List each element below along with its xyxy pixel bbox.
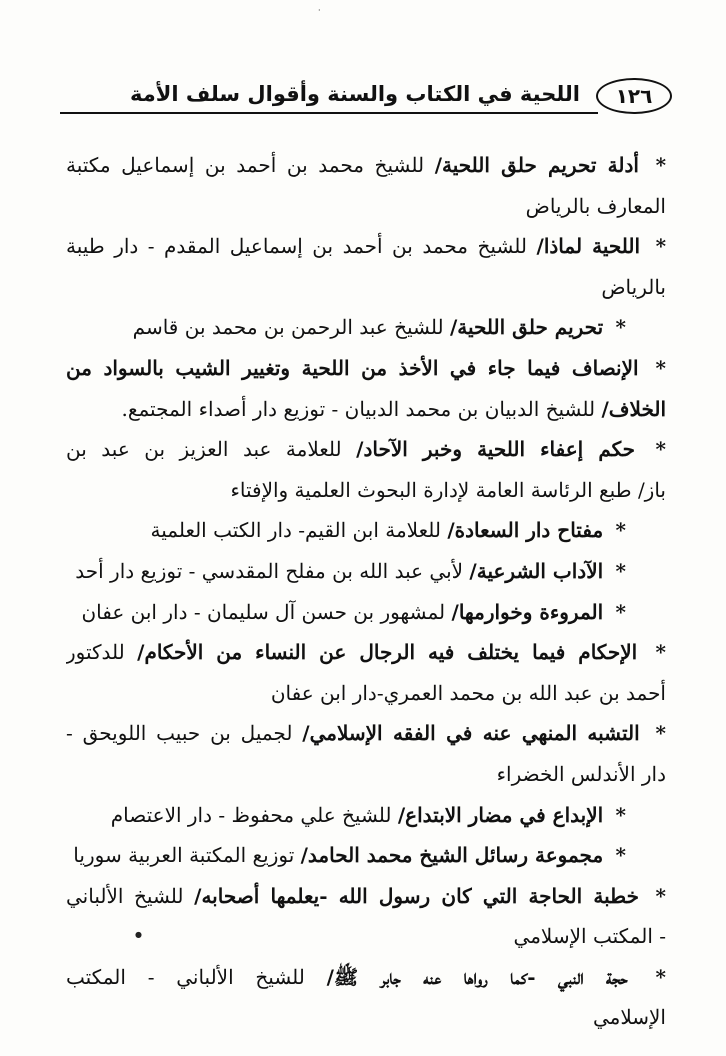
list-item-continuation <box>66 916 666 957</box>
book-title: مجموعة رسائل الشيخ محمد الحامد/ <box>300 843 604 868</box>
bullet-marker: * <box>615 315 626 340</box>
book-details: لأبي عبد الله بن مفلح المقدسي - توزيع دار أحد <box>75 558 464 583</box>
stray-dot-mark: · <box>318 6 321 15</box>
list-item-continuation <box>66 673 666 714</box>
list-item <box>66 592 666 633</box>
list-item-continuation <box>66 754 666 795</box>
bullet-marker: * <box>615 558 626 583</box>
list-item <box>66 551 666 592</box>
book-title: أدلة تحريم حلق اللحية/ <box>434 153 639 177</box>
book-title: خطبة الحاجة التي كان رسول الله -يعلمها أصحابه/ <box>194 883 639 908</box>
bullet-marker: * <box>655 153 666 177</box>
book-details: للشيخ محمد بن أحمد بن إسماعيل مكتبة <box>66 153 425 177</box>
book-details: توزيع المكتبة العربية سوريا <box>73 843 295 868</box>
book-title: تحريم حلق اللحية/ <box>449 315 604 340</box>
page-number-text: ١٢٦ <box>615 84 653 108</box>
book-details-continued: أحمد بن عبد الله بن محمد العمري-دار ابن عفان <box>270 680 666 705</box>
bullet-marker: * <box>655 640 666 665</box>
bullet-marker: * <box>655 721 666 746</box>
book-title: الإنصاف فيما جاء في الأخذ من اللحية وتغيير الشيب بالسواد من <box>66 355 639 380</box>
book-title: حجة النبي -كما رواها عنه جابر ﷺ/ <box>326 964 628 989</box>
page-number <box>596 78 672 114</box>
book-title: حكم إعفاء اللحية وخبر الآحاد/ <box>356 437 636 462</box>
book-details: للشيخ محمد بن أحمد بن إسماعيل المقدم - دار طيبة <box>66 234 528 259</box>
book-details-continued: بالرياض <box>601 274 666 299</box>
list-item-continuation <box>66 389 666 430</box>
list-item <box>66 713 666 754</box>
book-details-continued: المعارف بالرياض <box>525 193 666 218</box>
bullet-marker: * <box>655 964 666 989</box>
book-details: لجميل بن حبيب اللويحق - <box>66 721 293 746</box>
list-item <box>66 510 666 551</box>
book-details-continued: دار الأندلس الخضراء <box>496 761 666 786</box>
list-item <box>66 226 666 267</box>
bullet-marker: * <box>655 234 666 259</box>
list-item <box>66 145 666 186</box>
bibliography-list <box>66 145 666 1038</box>
bullet-marker: * <box>615 843 626 868</box>
list-item <box>66 348 666 389</box>
page-header <box>60 72 672 122</box>
bullet-marker: * <box>655 883 666 908</box>
list-item-continuation <box>66 186 666 227</box>
book-title: الإبداع في مضار الابتداع/ <box>397 802 604 827</box>
bullet-marker: * <box>615 518 626 543</box>
list-item <box>66 307 666 348</box>
list-item-continuation <box>66 997 666 1038</box>
bullet-marker: * <box>655 437 666 462</box>
list-item <box>66 835 666 876</box>
book-details: للشيخ علي محفوظ - دار الاعتصام <box>110 802 392 827</box>
book-details: للدكتور <box>66 640 125 665</box>
stray-dot-mark: ● <box>135 930 142 939</box>
book-title: اللحية لماذا/ <box>536 234 641 259</box>
header-divider <box>60 112 598 114</box>
book-title-continued: الخلاف/ <box>601 396 666 421</box>
list-item-continuation <box>66 267 666 308</box>
book-details-continued: للشيخ الدبيان بن محمد الدبيان - توزيع دار أصداء المجتمع. <box>121 396 596 421</box>
book-title: التشبه المنهي عنه في الفقه الإسلامي/ <box>302 721 640 746</box>
bullet-marker: * <box>615 599 626 624</box>
list-item <box>66 429 666 470</box>
list-item <box>66 957 666 998</box>
book-details: للشيخ الألباني - المكتب <box>66 964 305 989</box>
book-title: الآداب الشرعية/ <box>469 558 604 583</box>
list-item-continuation <box>66 470 666 511</box>
list-item <box>66 632 666 673</box>
running-title: اللحية في الكتاب والسنة وأقوال سلف الأمة <box>129 82 580 106</box>
book-details: للشيخ الألباني <box>66 883 184 908</box>
bullet-marker: * <box>655 355 666 380</box>
book-title: الإحكام فيما يختلف فيه الرجال عن النساء من الأحكام/ <box>137 640 638 665</box>
book-details: للعلامة ابن القيم- دار الكتب العلمية <box>150 518 441 543</box>
book-details-continued: الإسلامي <box>592 1005 666 1030</box>
list-item <box>66 876 666 917</box>
book-details: للشيخ عبد الرحمن بن محمد بن قاسم <box>132 315 444 340</box>
book-title: المروءة وخوارمها/ <box>451 599 604 624</box>
book-details: لمشهور بن حسن آل سليمان - دار ابن عفان <box>81 599 446 624</box>
book-details-continued: - المكتب الإسلامي <box>513 924 666 949</box>
list-item <box>66 795 666 836</box>
book-details-continued: باز/ طبع الرئاسة العامة لإدارة البحوث العلمية والإفتاء <box>230 477 666 502</box>
book-title: مفتاح دار السعادة/ <box>447 518 604 543</box>
book-details: للعلامة عبد العزيز بن عبد بن <box>66 437 342 462</box>
bullet-marker: * <box>615 802 626 827</box>
